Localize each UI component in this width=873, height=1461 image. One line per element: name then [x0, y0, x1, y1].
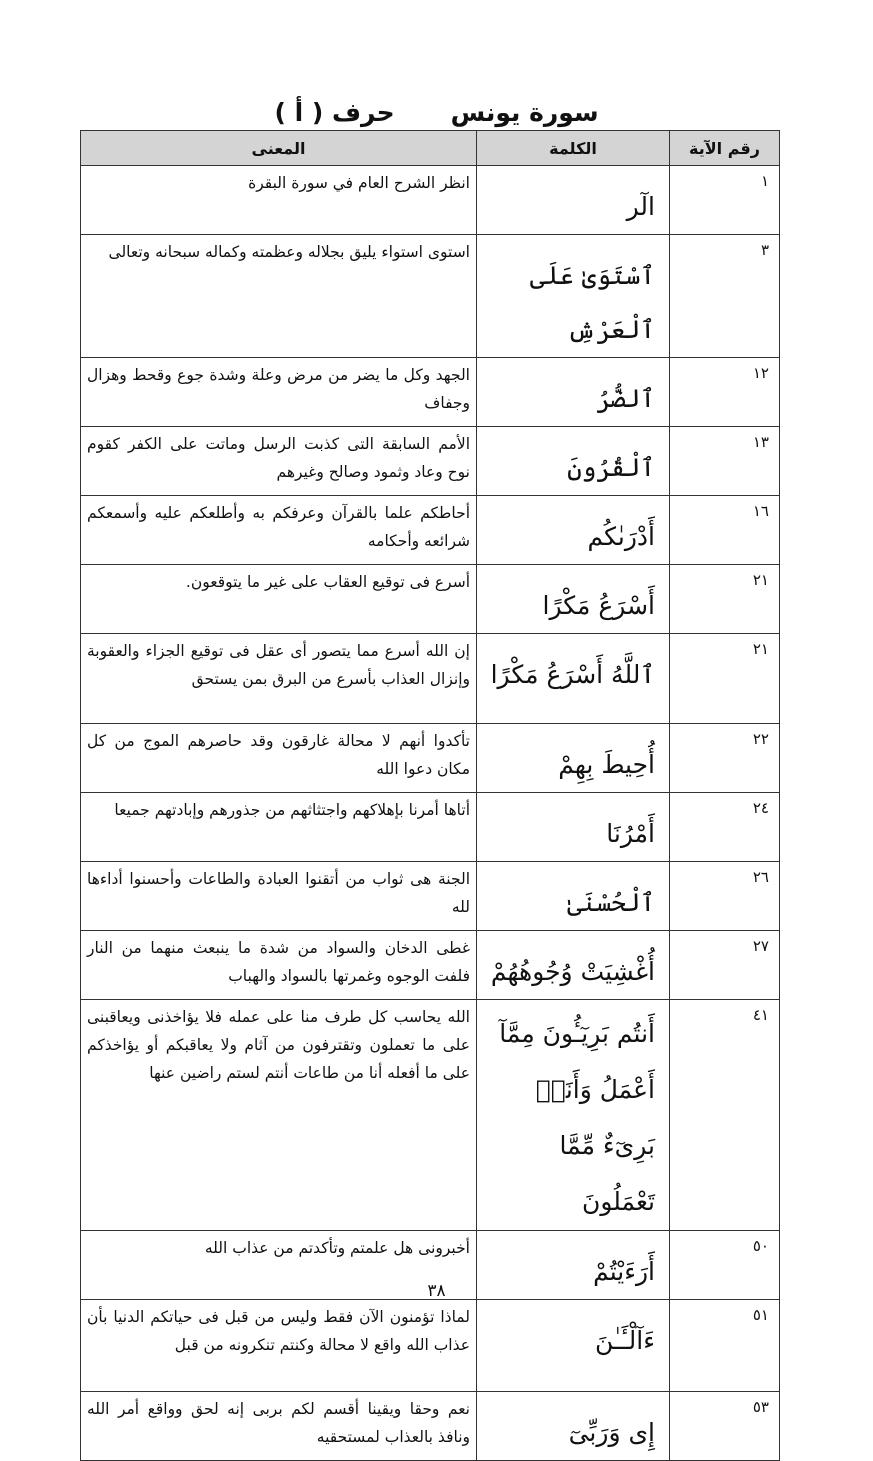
quran-word: أَمْرُنَا [477, 793, 670, 862]
table-row [81, 1000, 780, 1231]
table-row [81, 862, 780, 931]
table-row [81, 166, 780, 235]
table-header-row [81, 131, 780, 166]
word-meaning: الله يحاسب كل طرف منا على عمله فلا يؤاخذنى ويعاقبنى على ما تعملون وتقترفون من آثام ولا يعاقبكم أو يؤاخذكم على ما أفعله أنا من طاعات أنتم لستم راضين عنها [81, 1000, 477, 1231]
quran-word: ٱللَّهُ أَسْرَعُ مَكْرًا [477, 634, 670, 724]
quran-word: ٱسْتَوَىٰ عَلَى ٱلْعَرْشِ [477, 235, 670, 358]
word-meaning: أتاها أمرنا بإهلاكهم واجتثاثهم من جذورهم وإبادتهم جميعا [81, 793, 477, 862]
verse-number: ٤١ [670, 1000, 780, 1231]
verse-number: ٢٧ [670, 931, 780, 1000]
quran-word: ءَآلْـَٔـٰنَ [477, 1300, 670, 1392]
quran-word: ٱلضُّرُ [477, 358, 670, 427]
quran-word: ٱلْقُرُونَ [477, 427, 670, 496]
verse-number: ٥٠ [670, 1231, 780, 1300]
verse-number: ٥١ [670, 1300, 780, 1392]
word-meaning: أحاطكم علما بالقرآن وعرفكم به وأطلعكم عليه وأسمعكم شرائعه وأحكامه [81, 496, 477, 565]
column-header-meaning: المعنى [81, 131, 477, 166]
verse-number: ٢٤ [670, 793, 780, 862]
table-row [81, 1392, 780, 1461]
quran-word: إِى وَرَبِّىٓ [477, 1392, 670, 1461]
verse-number: ١٦ [670, 496, 780, 565]
column-header-word: الكلمة [477, 131, 670, 166]
letter-title: حرف ( أ ) [274, 98, 395, 127]
table-row [81, 931, 780, 1000]
word-meaning: تأكدوا أنهم لا محالة غارقون وقد حاصرهم الموج من كل مكان دعوا الله [81, 724, 477, 793]
word-meaning: أسرع فى توقيع العقاب على غير ما يتوقعون. [81, 565, 477, 634]
verse-number: ٣ [670, 235, 780, 358]
quran-word: أُغْشِيَتْ وُجُوهُهُمْ [477, 931, 670, 1000]
table-row [81, 565, 780, 634]
word-meaning: غطى الدخان والسواد من شدة ما ينبعث منهما من النار فلفت الوجوه وغمرتها بالسواد والهباب [81, 931, 477, 1000]
verse-number: ٥٣ [670, 1392, 780, 1461]
word-meaning: استوى استواء يليق بجلاله وعظمته وكماله سبحانه وتعالى [81, 235, 477, 358]
table-row [81, 1300, 780, 1392]
word-meaning: الجهد وكل ما يضر من مرض وعلة وشدة جوع وقحط وهزال وجفاف [81, 358, 477, 427]
page-number: ٣٨ [427, 1281, 446, 1301]
quran-word: أُحِيطَ بِهِمْ [477, 724, 670, 793]
column-header-verse: رقم الآية [670, 131, 780, 166]
word-meaning: نعم وحقا ويقينا أقسم لكم بربى إنه لحق وواقع أمر الله ونافذ بالعذاب لمستحقيه [81, 1392, 477, 1461]
word-meaning: لماذا تؤمنون الآن فقط وليس من قبل فى حياتكم الدنيا بأن عذاب الله واقع لا محالة وكنتم تنكرونه من قبل [81, 1300, 477, 1392]
word-meaning: انظر الشرح العام في سورة البقرة [81, 166, 477, 235]
quran-word: الٓر [477, 166, 670, 235]
word-meaning: الأمم السابقة التى كذبت الرسل وماتت على الكفر كقوم نوح وعاد وثمود وصالح وغيرهم [81, 427, 477, 496]
glossary-table [80, 130, 780, 1461]
verse-number: ١ [670, 166, 780, 235]
verse-number: ١٣ [670, 427, 780, 496]
verse-number: ٢٢ [670, 724, 780, 793]
quran-word: أَرَءَيْتُمْ [477, 1231, 670, 1300]
table-row [81, 724, 780, 793]
verse-number: ٢٦ [670, 862, 780, 931]
table-row [81, 634, 780, 724]
table-row [81, 496, 780, 565]
verse-number: ٢١ [670, 634, 780, 724]
quran-word: أَسْرَعُ مَكْرًا [477, 565, 670, 634]
page-title [0, 96, 873, 130]
word-meaning: إن الله أسرع مما يتصور أى عقل فى توقيع الجزاء والعقوبة وإنزال العذاب بأسرع من البرق بمن يستحق [81, 634, 477, 724]
table-row [81, 427, 780, 496]
verse-number: ١٢ [670, 358, 780, 427]
word-meaning: الجنة هى ثواب من أتقنوا العبادة والطاعات وأحسنوا أداءها لله [81, 862, 477, 931]
quran-word: ٱلْحُسْنَىٰ [477, 862, 670, 931]
quran-word: أَنتُم بَرِيٓـُٔونَ مِمَّآ أَعْمَلُ وَأَنَا۠ بَرِىٓءٌ مِّمَّا تَعْمَلُونَ [477, 1000, 670, 1231]
table-row [81, 358, 780, 427]
verse-number: ٢١ [670, 565, 780, 634]
table-row [81, 793, 780, 862]
table-row [81, 235, 780, 358]
surah-title: سورة يونس [450, 98, 599, 127]
word-meaning: أخبرونى هل علمتم وتأكدتم من عذاب الله [81, 1231, 477, 1300]
quran-word: أَدْرَىٰكُم [477, 496, 670, 565]
